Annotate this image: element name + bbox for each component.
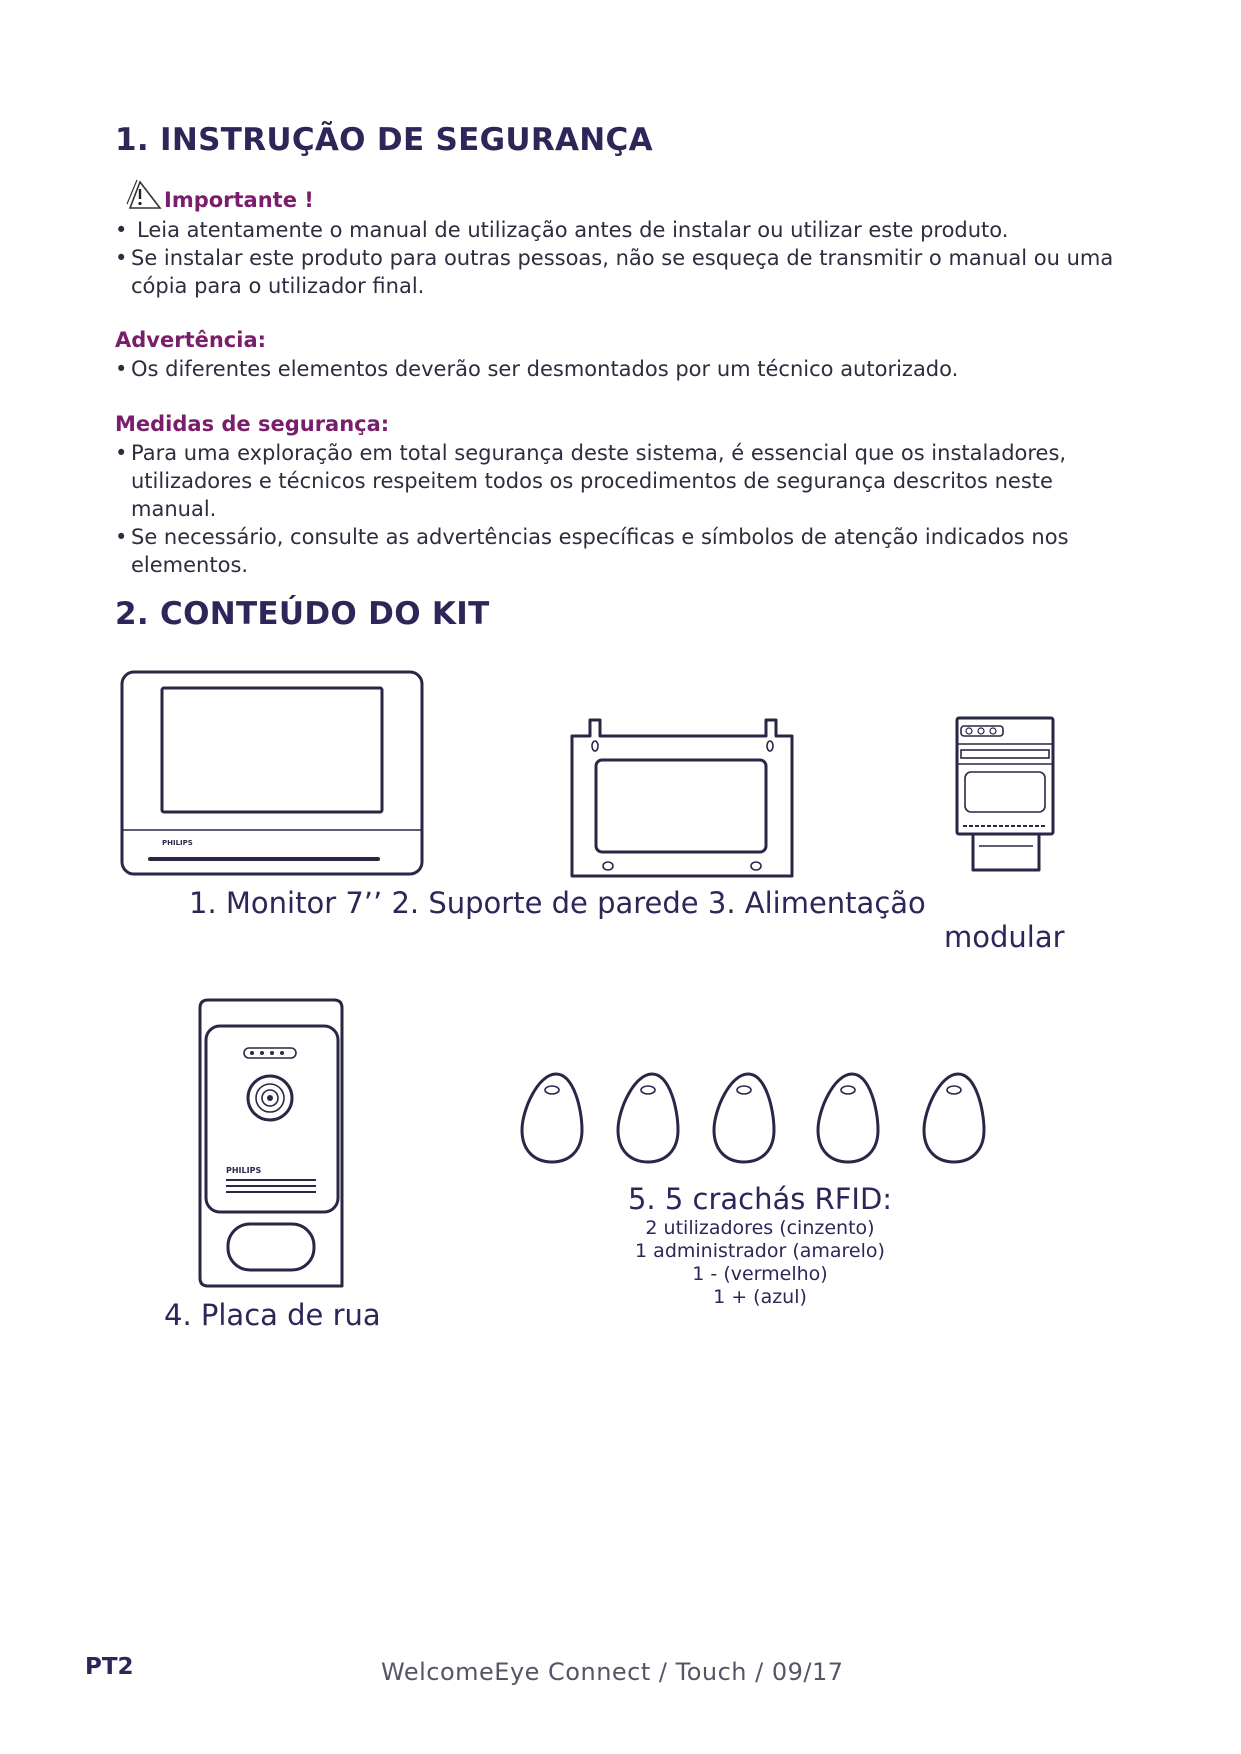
page-number: PT2 xyxy=(85,1654,134,1680)
important-list xyxy=(115,216,1135,300)
rfid-detail-4: 1 + (azul) xyxy=(713,1286,807,1308)
important-bullet-2: • Se instalar este produto para outras pessoas, não se esqueça de transmitir o manual ou uma cópia para o utilizador final. xyxy=(115,244,1131,300)
rfid-badge-5 xyxy=(924,1074,984,1162)
monitor-brand: PHILIPS xyxy=(162,839,193,847)
plate-brand: PHILIPS xyxy=(226,1166,262,1175)
warning-bullet-1: • Os diferentes elementos deverão ser desmontados por um técnico autorizado. xyxy=(115,355,1135,383)
rfid-badge-3 xyxy=(714,1074,774,1162)
warning-triangle-icon xyxy=(126,180,162,210)
safety-bullet-2: • Se necessário, consulte as advertências específicas e símbolos de atenção indicados nos elementos. xyxy=(115,523,1135,579)
important-label: Importante ! xyxy=(164,188,314,212)
warning-label: Advertência: xyxy=(115,328,267,352)
caption-kit-row1-cont: modular xyxy=(944,920,1065,954)
footer-doc-ref: WelcomeEye Connect / Touch / 09/17 xyxy=(381,1658,844,1686)
monitor-illustration xyxy=(120,670,426,880)
rfid-badge-details xyxy=(560,1217,960,1309)
important-bullet-1: • Leia atentamente o manual de utilização antes de instalar ou utilizar este produto. xyxy=(115,216,1135,244)
warning-list xyxy=(115,355,1135,383)
rfid-badges-illustration xyxy=(520,1070,1000,1170)
rfid-badge-4 xyxy=(818,1074,878,1162)
safety-bullet-1: • Para uma exploração em total segurança deste sistema, é essencial que os instaladores, utilizadores e técnicos respeitem todos os procedimentos de segurança descritos neste manual. xyxy=(115,439,1135,523)
rfid-badge-1 xyxy=(522,1074,582,1162)
rfid-badge-2 xyxy=(618,1074,678,1162)
safety-label: Medidas de segurança: xyxy=(115,412,390,436)
rfid-detail-1: 2 utilizadores (cinzento) xyxy=(645,1217,875,1239)
rfid-detail-3: 1 - (vermelho) xyxy=(692,1263,828,1285)
caption-door-plate: 4. Placa de rua xyxy=(164,1298,381,1332)
rfid-detail-2: 1 administrador (amarelo) xyxy=(635,1240,885,1262)
section2-title: 2. CONTEÚDO DO KIT xyxy=(115,596,490,632)
caption-kit-row1: 1. Monitor 7’’ 2. Suporte de parede 3. Alimentação xyxy=(189,886,926,920)
section1-title: 1. INSTRUÇÃO DE SEGURANÇA xyxy=(115,122,653,158)
wall-bracket-illustration xyxy=(570,716,796,880)
caption-rfid-badges: 5. 5 crachás RFID: xyxy=(627,1182,893,1216)
door-plate-illustration xyxy=(198,998,344,1292)
safety-list xyxy=(115,439,1135,579)
power-module-illustration xyxy=(955,716,1057,876)
